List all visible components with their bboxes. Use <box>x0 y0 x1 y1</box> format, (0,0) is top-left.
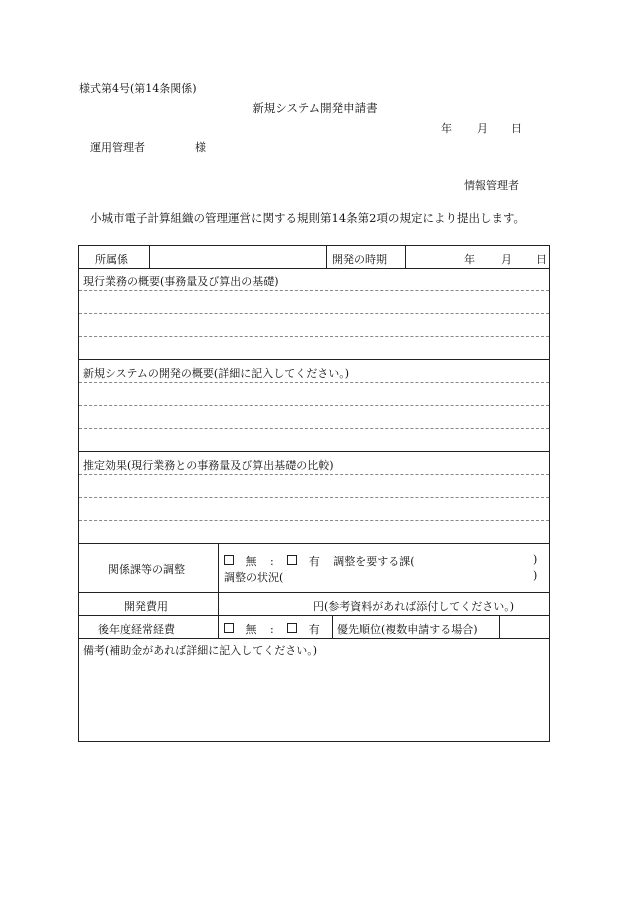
none-label: 無 <box>245 623 257 636</box>
date-day-label: 日 <box>511 122 522 135</box>
addressee: 運用管理者 <box>90 141 145 154</box>
priority-field[interactable] <box>500 616 549 638</box>
row-divider <box>78 451 550 452</box>
writing-line <box>79 290 549 291</box>
row-divider <box>78 638 550 639</box>
submission-statement: 小城市電子計算組織の管理運営に関する規則第14条第2項の規定により提出します。 <box>90 211 526 225</box>
writing-line <box>79 336 549 337</box>
row-divider <box>78 592 550 593</box>
none-label: 無 <box>245 555 257 568</box>
writing-line <box>79 474 549 475</box>
affiliation-label: 所属係 <box>95 253 128 266</box>
coordination-options <box>224 553 415 569</box>
column-divider <box>326 245 327 268</box>
date-month-label: 月 <box>477 122 488 135</box>
estimated-effect-section-title: 推定効果(現行業務との事務量及び算出基礎の比較) <box>83 459 334 472</box>
writing-line <box>79 520 549 521</box>
checkbox-yes[interactable] <box>287 623 297 633</box>
coord-dept-label: 調整を要する課( <box>333 555 415 568</box>
row-divider <box>78 359 550 360</box>
dev-period-label: 開発の時期 <box>332 253 387 266</box>
priority-label: 優先順位(複数申請する場合) <box>337 623 478 636</box>
row-divider <box>78 268 550 269</box>
row-divider <box>78 543 550 544</box>
current-work-section-title: 現行業務の概要(事務量及び算出の基礎) <box>83 275 279 288</box>
dev-period-field[interactable] <box>406 246 549 268</box>
document-title: 新規システム開発申請書 <box>252 101 378 115</box>
coord-status-label: 調整の状況( <box>224 571 284 584</box>
checkbox-none[interactable] <box>224 623 234 633</box>
date-year-label: 年 <box>441 122 452 135</box>
period-year-label: 年 <box>464 253 475 266</box>
remarks-label: 備考(補助金があれば詳細に記入してください。) <box>83 644 318 657</box>
annual-cost-label: 後年度経常経費 <box>98 623 175 636</box>
writing-line <box>79 428 549 429</box>
sender: 情報管理者 <box>464 179 519 192</box>
colon-separator: : <box>270 623 274 636</box>
coordination-label: 関係課等の調整 <box>108 563 185 576</box>
column-divider <box>218 543 219 638</box>
remarks-field[interactable] <box>79 660 549 740</box>
period-day-label: 日 <box>536 253 547 266</box>
form-number: 様式第4号(第14条関係) <box>79 82 197 95</box>
dev-cost-value: 円(参考資料があれば添付してください。) <box>313 600 515 613</box>
period-month-label: 月 <box>501 253 512 266</box>
new-system-section-title: 新規システムの開発の概要(詳細に記入してください。) <box>83 367 349 380</box>
annual-cost-options <box>224 621 320 637</box>
checkbox-yes[interactable] <box>287 555 297 565</box>
affiliation-field[interactable] <box>150 246 325 268</box>
coord-status-close: ) <box>533 569 538 582</box>
row-divider <box>78 615 550 616</box>
writing-line <box>79 497 549 498</box>
writing-line <box>79 382 549 383</box>
column-divider <box>332 615 333 638</box>
addressee-honorific: 様 <box>195 141 206 154</box>
dev-cost-label: 開発費用 <box>124 600 168 613</box>
yes-label: 有 <box>308 555 320 568</box>
colon-separator: : <box>270 555 274 568</box>
writing-line <box>79 313 549 314</box>
checkbox-none[interactable] <box>224 555 234 565</box>
coord-dept-close: ) <box>533 553 538 566</box>
yes-label: 有 <box>308 623 320 636</box>
writing-line <box>79 405 549 406</box>
